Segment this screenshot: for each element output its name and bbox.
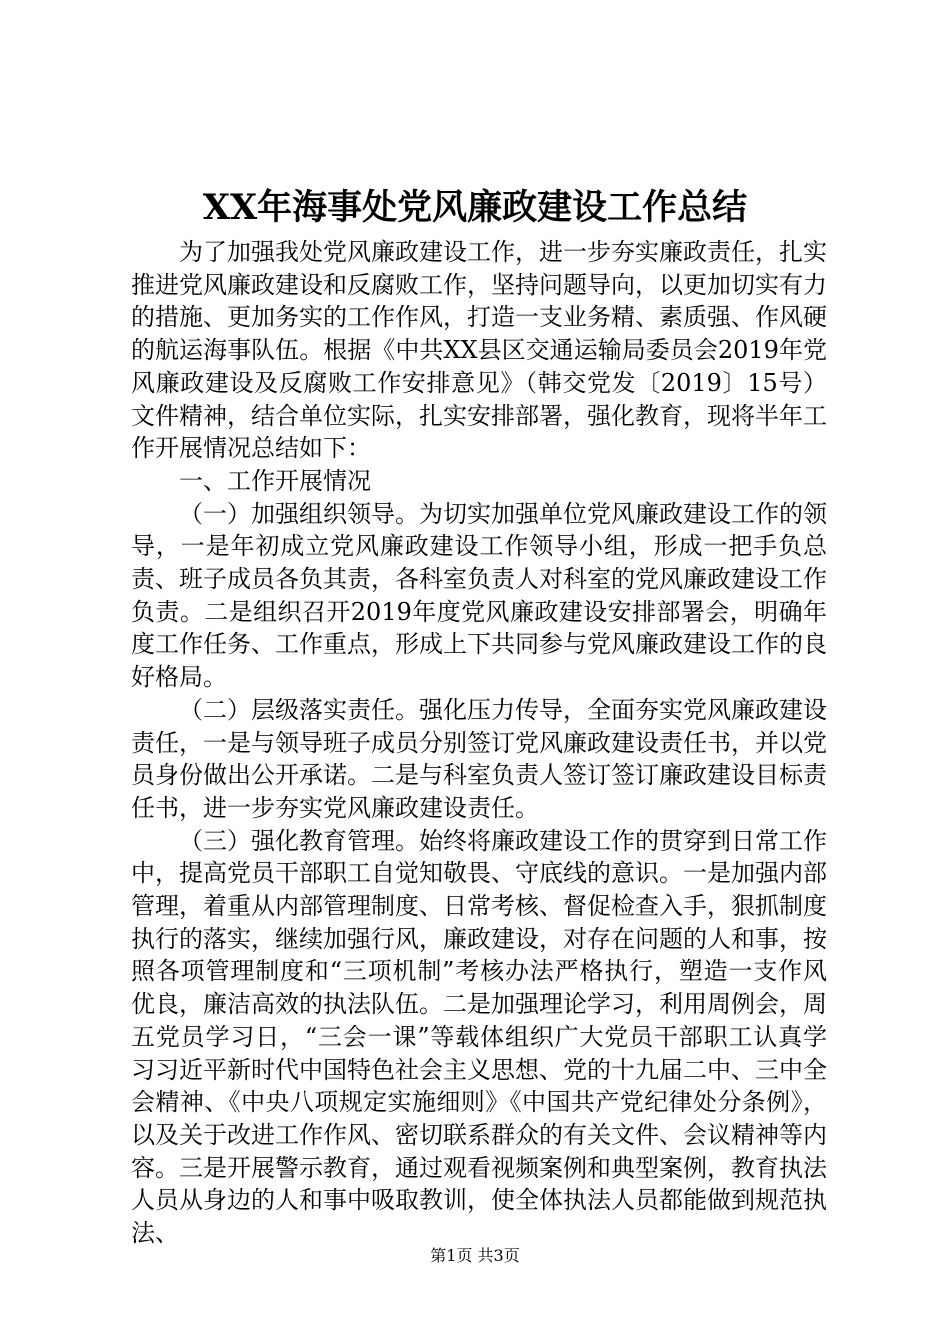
page-footer: 第1页 共3页	[430, 1246, 520, 1265]
paragraph-responsibility: （二）层级落实责任。强化压力传导，全面夯实党风廉政建设责任，一是与领导班子成员分别签订党风廉政建设责任书，并以党员身份做出公开承诺。二是与科室负责人签订签订廉政建设目标责任书，进一步夯实党风廉政建设责任。	[131, 695, 827, 822]
document-body	[131, 236, 827, 1250]
document-title: XX年海事处党风廉政建设工作总结	[202, 187, 748, 228]
paragraph-organization: （一）加强组织领导。为切实加强单位党风廉政建设工作的领导，一是年初成立党风廉政建设工作领导小组，形成一把手负总责、班子成员各负其责，各科室负责人对科室的党风廉政建设工作负责。二是组织召开2019年度党风廉政建设安排部署会，明确年度工作任务、工作重点，形成上下共同参与党风廉政建设工作的良好格局。	[131, 499, 827, 692]
section-heading: 一、工作开展情况	[179, 466, 371, 495]
paragraph-education: （三）强化教育管理。始终将廉政建设工作的贯穿到日常工作中，提高党员干部职工自觉知敬畏、守底线的意识。一是加强内部管理，着重从内部管理制度、日常考核、督促检查入手，狠抓制度执行的落实，继续加强行风，廉政建设，对存在问题的人和事，按照各项管理制度和“三项机制”考核办法严格执行，塑造一支作风优良，廉洁高效的执法队伍。二是加强理论学习，利用周例会，周五党员学习日，“三会一课”等载体组织广大党员干部职工认真学习习近平新时代中国特色社会主义思想、党的十九届二中、三中全会精神、《中央八项规定实施细则》《中国共产党纪律处分条例》，以及关于改进工作作风、密切联系群众的有关文件、会议精神等内容。三是开展警示教育，通过观看视频案例和典型案例，教育执法人员从身边的人和事中吸取教训，使全体执法人员都能做到规范执法、	[131, 826, 827, 1248]
intro-paragraph: 为了加强我处党风廉政建设工作，进一步夯实廉政责任，扎实推进党风廉政建设和反腐败工作，坚持问题导向，以更加切实有力的措施、更加务实的工作作风，打造一支业务精、素质强、作风硬的航运海事队伍。根据《中共XX县区交通运输局委员会2019年党风廉政建设及反腐败工作安排意见》（韩交党发〔2019〕15号）文件精神，结合单位实际，扎实安排部署，强化教育，现将半年工作开展情况总结如下：	[131, 238, 827, 463]
